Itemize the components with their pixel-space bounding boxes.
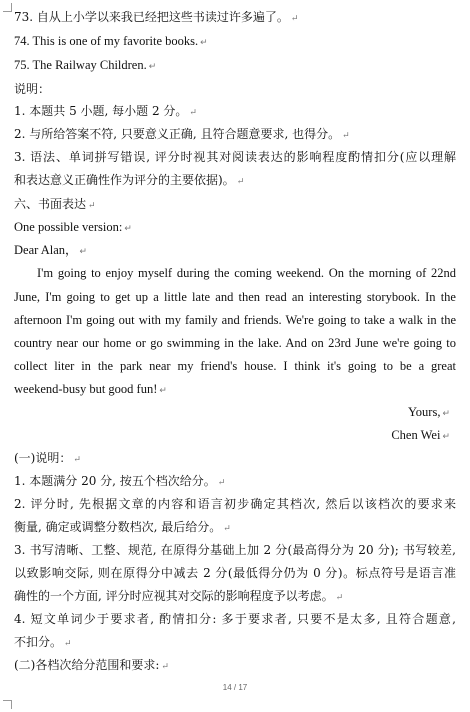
grading-levels-heading: (二)各档次给分范围和要求: ↵ — [14, 658, 169, 672]
scoring-note-2-line-2: 衡量, 确定或调整分数档次, 最后给分。 ↵ — [14, 520, 231, 534]
letter-body-line-4: country near our home or go swimming in the lake. And on 23rd June we're going to — [14, 336, 456, 350]
scoring-notes-heading: (一)说明： ↵ — [14, 451, 81, 465]
note-1: 1. 本题共 5 小题, 每小题 2 分。 ↵ — [14, 104, 197, 118]
note-2: 2. 与所给答案不符, 只要意义正确, 且符合题意要求, 也得分。 ↵ — [14, 127, 350, 141]
scoring-note-2-line-1: 2. 评分时, 先根据文章的内容和语言初步确定其档次, 然后以该档次的要求来 — [14, 497, 456, 511]
page-corner-mark-bottom — [3, 700, 12, 709]
answer-75: 75. The Railway Children. ↵ — [14, 58, 157, 72]
answer-73: 73. 自从上小学以来我已经把这些书读过许多遍了。 ↵ — [14, 10, 299, 24]
scoring-note-3-line-3: 确性的一个方面, 评分时应视其对交际的影响程度予以考虑。 ↵ — [14, 589, 344, 603]
letter-body-line-3: afternoon I'm going out with my family and friends. We're going to take a walk in the — [14, 313, 456, 327]
note-3-line-2: 和表达意义正确性作为评分的主要依据)。 ↵ — [14, 173, 245, 187]
scoring-note-3-line-1: 3. 书写清晰、工整、规范, 在原得分基础上加 2 分(最高得分为 20 分); 书写较差, — [14, 543, 456, 557]
possible-version-label: One possible version: ↵ — [14, 220, 132, 234]
letter-signature: Chen Wei ↵ — [391, 428, 450, 442]
scoring-note-4-line-1: 4. 短文单词少于要求者, 酌情扣分: 多于要求者, 只要不是太多, 且符合题意, — [14, 612, 456, 626]
letter-closing: Yours, ↵ — [408, 405, 450, 419]
answer-74: 74. This is one of my favorite books. ↵ — [14, 34, 208, 48]
section-6-heading: 六、书面表达 ↵ — [14, 197, 96, 211]
note-3-line-1: 3. 语法、单词拼写错误, 评分时视其对阅读表达的影响程度酌情扣分(应以理解 — [14, 150, 456, 164]
letter-body-line-5: collect liter in the park near my friend's house. I think it's going to be a great — [14, 359, 456, 373]
scoring-note-4-line-2: 不扣分。 ↵ — [14, 635, 72, 649]
scoring-note-3-line-2: 以致影响交际, 则在原得分中减去 2 分(最低得分仍为 0 分)。标点符号是语言准 — [14, 566, 456, 580]
letter-body-line-2: June, I'm going to get up a little late and then read an interesting storybook. In the — [14, 290, 456, 304]
page-corner-mark-top — [3, 3, 12, 12]
scoring-note-1: 1. 本题满分 20 分, 按五个档次给分。 ↵ — [14, 474, 226, 488]
letter-body-line-1: I'm going to enjoy myself during the coming weekend. On the morning of 22nd — [37, 266, 456, 280]
notes-heading: 说明： — [14, 82, 51, 96]
page-number: 14 / 17 — [222, 683, 248, 692]
letter-salutation: Dear Alan， ↵ — [14, 243, 88, 257]
letter-body-line-6: weekend-busy but good fun! ↵ — [14, 382, 167, 396]
